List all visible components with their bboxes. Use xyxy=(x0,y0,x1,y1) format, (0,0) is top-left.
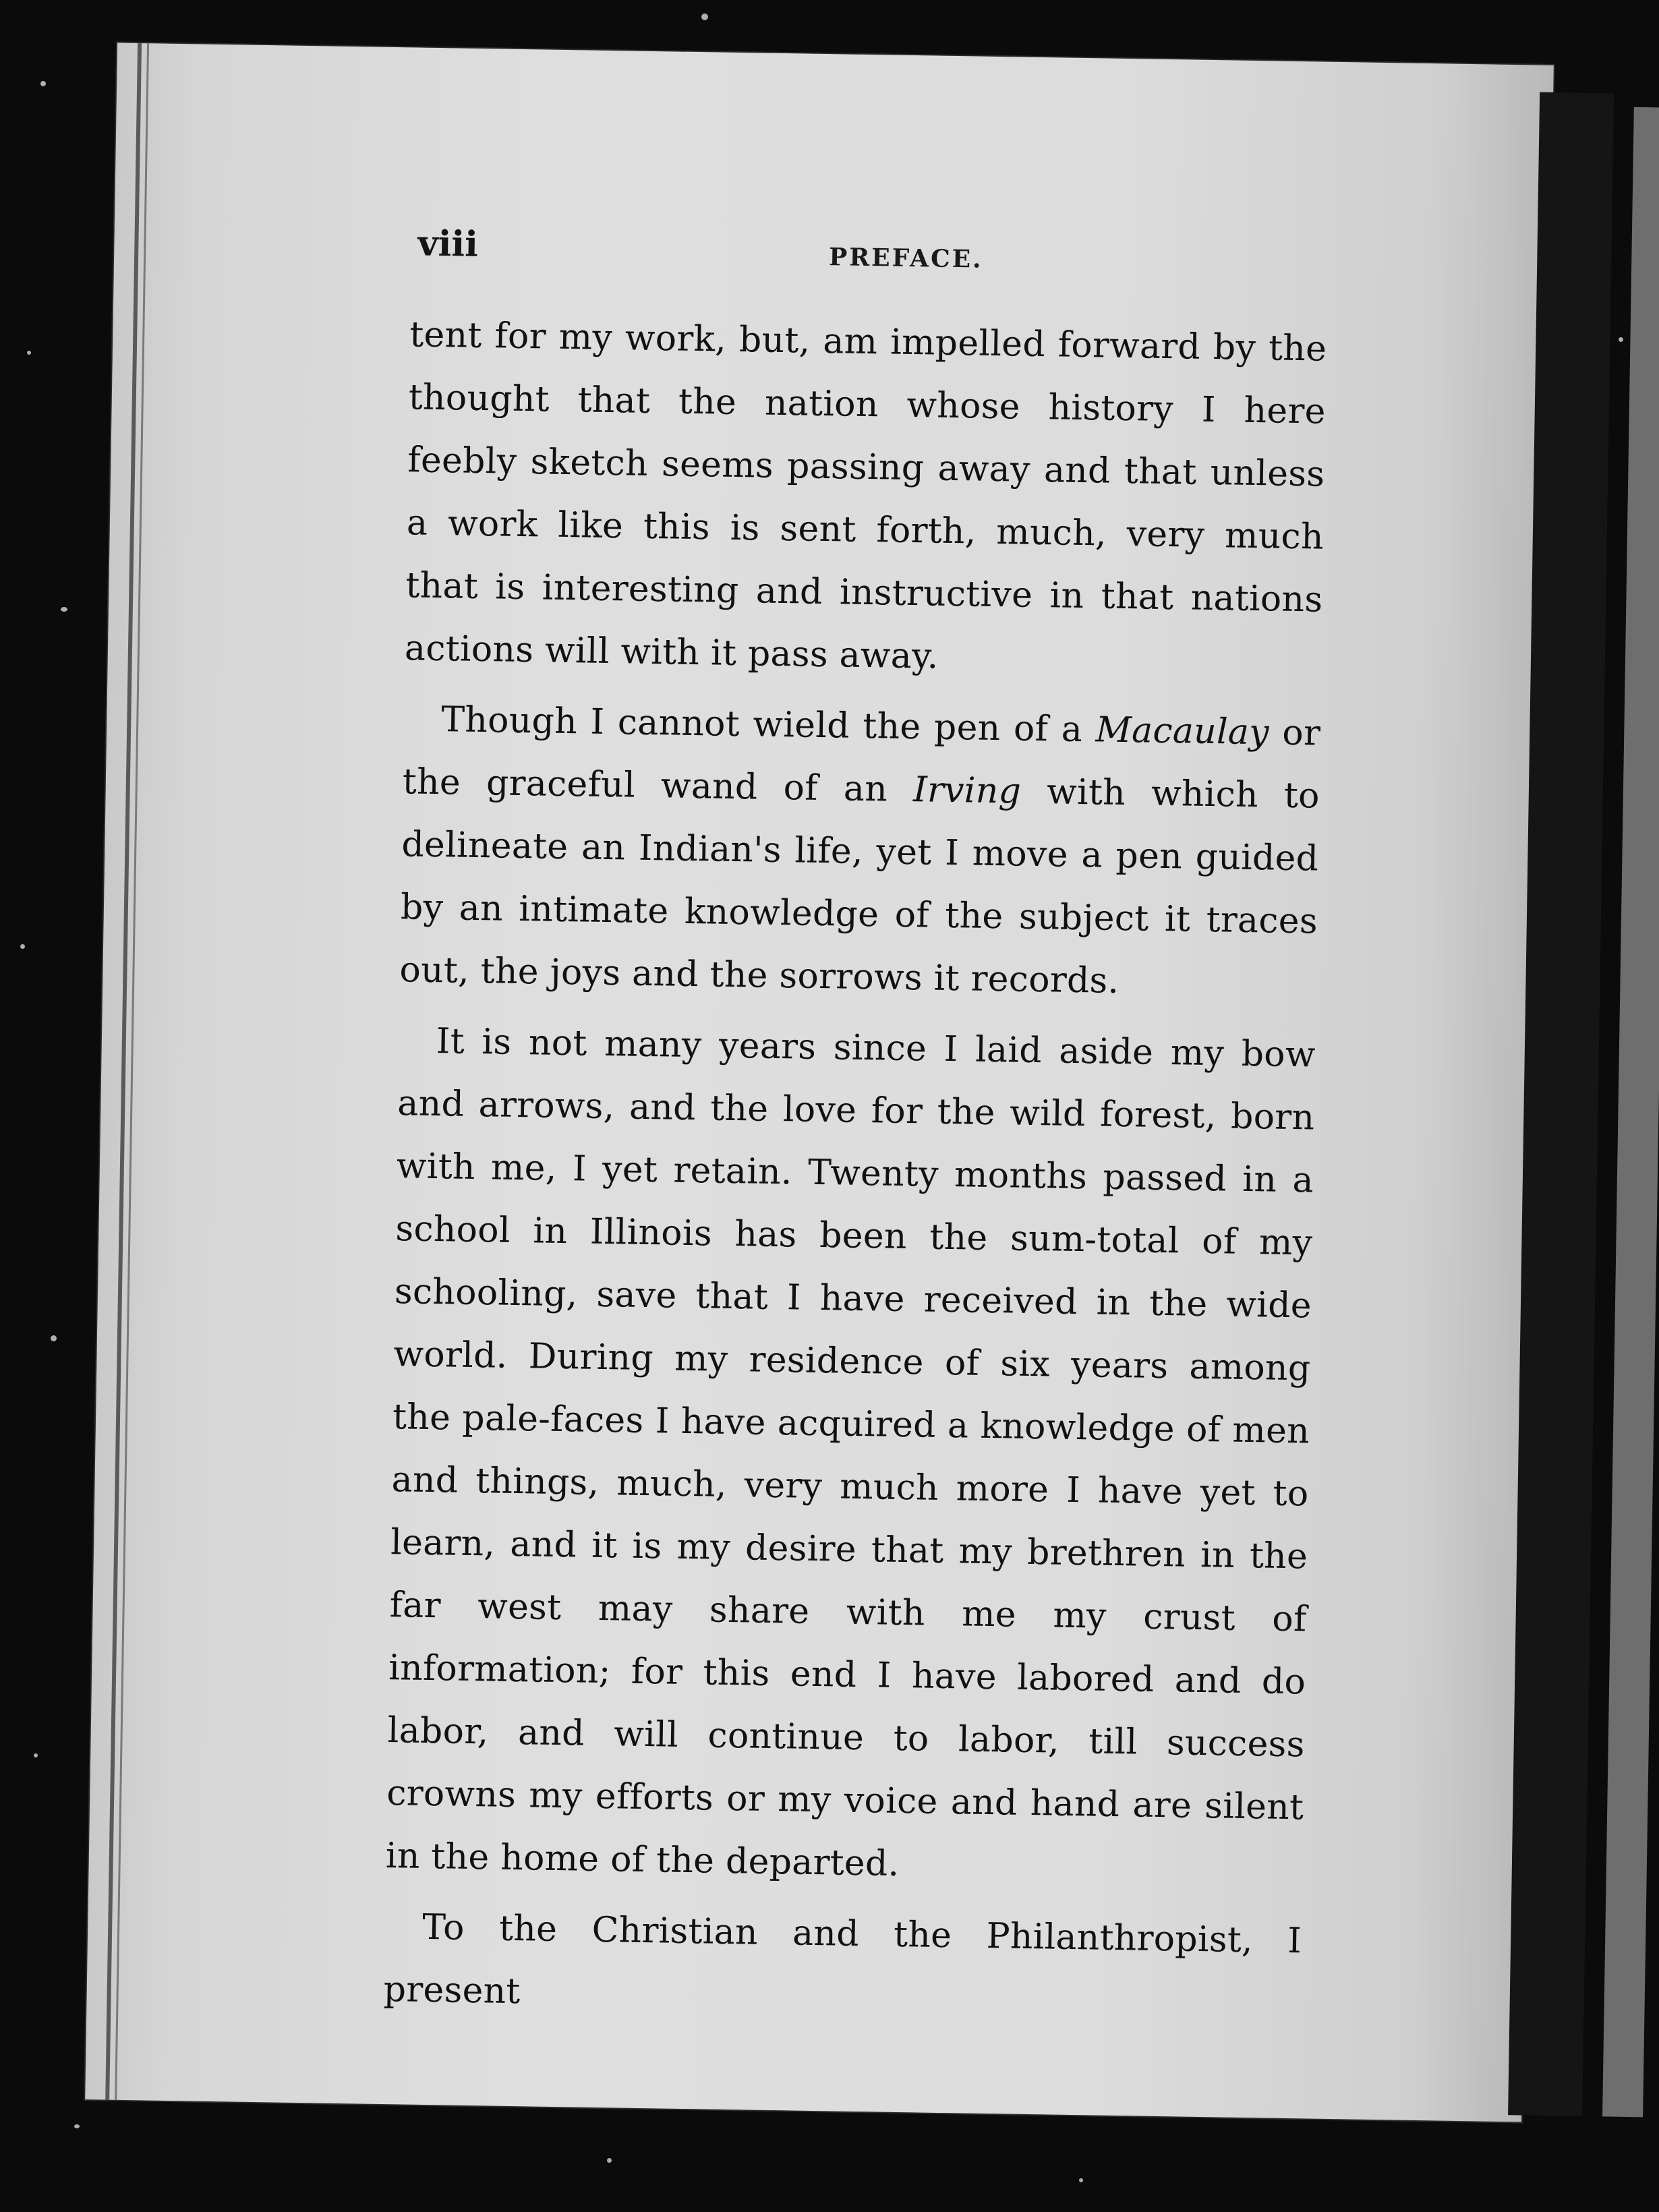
text-run: tent for my work, but, am impelled forward by the thought that the nation whose history I here feebly sketch seems passing away and that unless a work like this is sent forth, much, very much that is interesting and instructive in that nations actions will with it pass away. xyxy=(404,314,1327,677)
text-run: It is not many years since I laid aside my bow and arrows, and the love for the wild forest, born with me, I yet retain. Twenty months passed in a school in Illinois has been the sum-total of my schooling, save that I have received in the wide world. During my residence of six years among the pale-faces I have acquired a knowledge of men and things, much, very much more I have yet to learn, and it is my desire that my brethren in the far west may share with me my crust of information; for this end I have labored and do labor, and will continue to labor, till success crowns my efforts or my voice and hand are silent in the home of the departed. xyxy=(385,1021,1316,1884)
page-header xyxy=(417,223,1430,293)
italic-name: Macaulay xyxy=(1095,709,1270,753)
dust-speck xyxy=(701,13,708,20)
page-number: viii xyxy=(417,223,479,265)
paragraph xyxy=(383,1896,1302,2035)
running-head: PREFACE. xyxy=(828,243,983,274)
book-page xyxy=(85,42,1554,2122)
page-spine-line xyxy=(105,43,142,2100)
paragraph xyxy=(399,688,1321,1016)
dust-speck xyxy=(40,81,46,86)
dust-speck xyxy=(1079,2178,1083,2182)
text-run: or the graceful wand of an xyxy=(402,712,1321,811)
paragraph xyxy=(404,303,1327,694)
dust-speck xyxy=(51,1335,57,1341)
italic-name: Irving xyxy=(912,769,1022,812)
paragraph xyxy=(385,1010,1316,1902)
dust-speck xyxy=(607,2158,612,2163)
text-run: Though I cannot wield the pen of a xyxy=(440,699,1097,751)
page-spine-line-inner xyxy=(115,43,149,2100)
page-gutter-shadow xyxy=(1508,92,1614,2116)
text-run: To the Christian and the Philanthropist, I present xyxy=(383,1907,1302,2012)
dust-speck xyxy=(20,944,25,949)
text-run: with which to delineate an Indian's life, yet I move a pen guided by an intimate knowledge of the subject it traces out, the joys and the sorrows it records. xyxy=(399,771,1320,1001)
dust-speck xyxy=(1619,337,1623,342)
dust-speck xyxy=(27,351,31,355)
dust-speck xyxy=(34,1753,38,1757)
facing-page-edge xyxy=(1602,107,1659,2118)
body-text xyxy=(383,303,1327,2043)
dust-speck xyxy=(61,607,67,612)
dust-speck xyxy=(74,2124,80,2128)
